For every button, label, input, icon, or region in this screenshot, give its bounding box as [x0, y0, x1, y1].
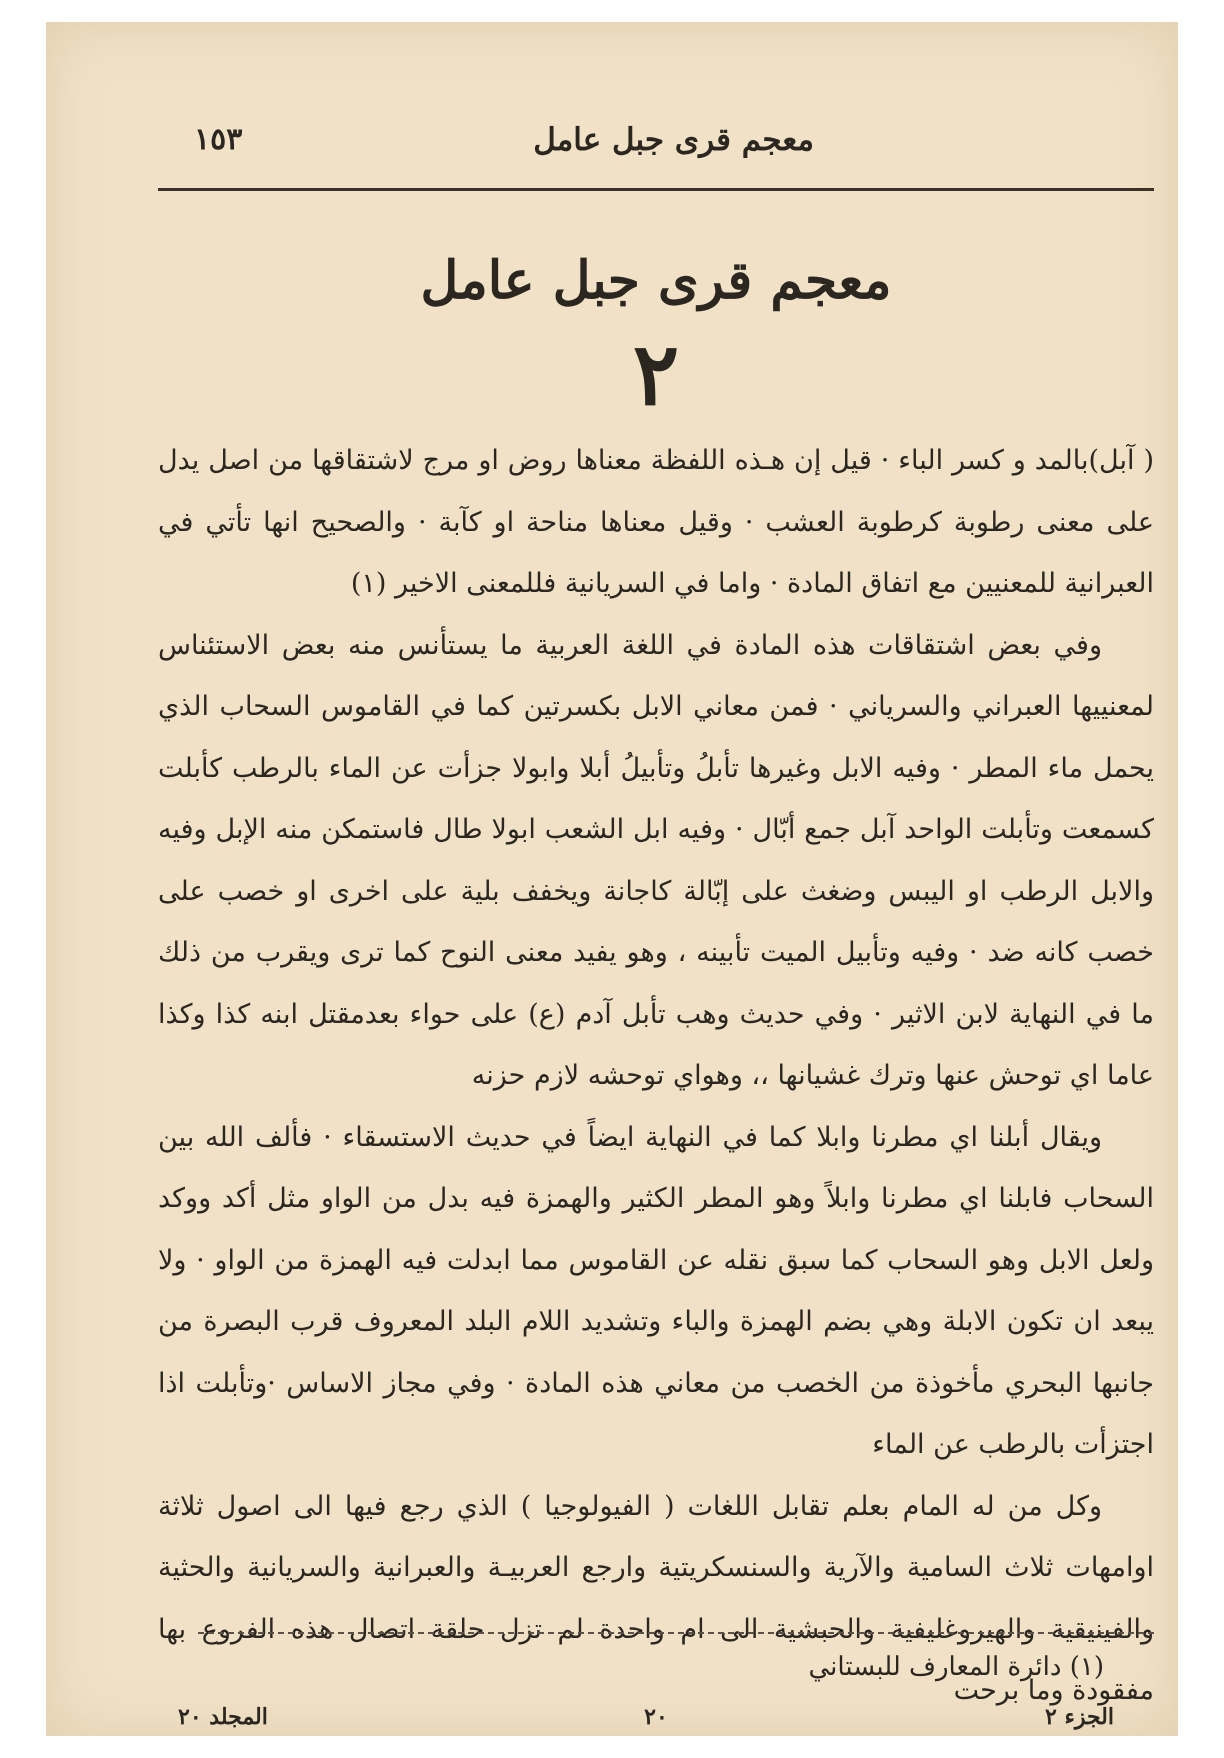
paragraph: وكل من له المام بعلم تقابل اللغات ( الفيولوجيا ) الذي رجع فيها الى اصول ثلاثة اوامهات ثلاث السامية والآرية والسنسكريتية وارجع العربيـة والعبرانية والسريانية والحثية والفينيقية والهيروغليفية والحبشية الى ام واحدة لم تزل حلقة اتصال هذه الفروع بها مفقودة وما برحت: [158, 1490, 1154, 1706]
footnote-text: دائرة المعارف للبستاني: [808, 1652, 1062, 1682]
article-title: معجم قرى جبل عامل: [420, 250, 892, 311]
page-footer: [158, 1704, 1154, 1740]
article-body: [158, 430, 1154, 1722]
page-content: [158, 112, 1154, 1732]
running-header: [158, 122, 1154, 172]
footer-part: الجزء ٢: [1045, 1704, 1114, 1730]
page-number: ١٥٣: [194, 122, 243, 157]
running-title: معجم قرى جبل عامل: [533, 122, 814, 158]
part-number: ٢: [632, 324, 680, 425]
paragraph: ( آبل)بالمد و كسر الباء · قيل إن هـذه اللفظة معناها روض او مرج لاشتقاقها من اصل يدل على معنى رطوبة كرطوبة العشب · وقيل معناها مناحة او كآبة · والصحيح انها تأتي في العبرانية للمعنيين مع اتفاق المادة · واما في السريانية فللمعنى الاخير (١): [158, 445, 1154, 599]
footer-signature: ٢٠: [644, 1704, 668, 1730]
book-page: [46, 22, 1178, 1736]
footnote-separator: [198, 1632, 1154, 1634]
header-rule: [158, 188, 1154, 191]
footnote-marker: (١): [1069, 1652, 1104, 1682]
footnote: [809, 1652, 1104, 1682]
paragraph: وفي بعض اشتقاقات هذه المادة في اللغة العربية ما يستأنس منه بعض الاستئناس لمعنييها العبراني والسرياني · فمن معاني الابل بكسرتين كما في القاموس السحاب الذي يحمل ماء المطر · وفيه الابل وغيرها تأبلُ وتأبيلُ أبلا وابولا جزأت عن الماء بالرطب كأبلت كسمعت وتأبلت الواحد آبل جمع أبّال · وفيه ابل الشعب ابولا طال فاستمكن منه الإبل وفيه والابل الرطب او اليبس وضغث على إبّالة كاجانة ويخفف بلية على اخرى او خصب على خصب كانه ضد · وفيه وتأبيل الميت تأبينه ، وهو يفيد معنى النوح كما ترى ويقرب من ذلك ما في النهاية لابن الاثير · وفي حديث وهب تأبل آدم (ع) على حواء بعدمقتل ابنه كذا وكذا عاما اي توحش عنها وترك غشيانها ،، وهواي توحشه لازم حزنه: [158, 629, 1154, 1091]
footer-volume: المجلد ٢٠: [178, 1704, 268, 1730]
paragraph: ويقال أبلنا اي مطرنا وابلا كما في النهاية ايضاً في حديث الاستسقاء · فألف الله بين السحاب فابلنا اي مطرنا وابلاً وهو المطر الكثير والهمزة فيه بدل من الواو مثل أكد ووكد ولعل الابل وهو السحاب كما سبق نقله عن القاموس مما ابدلت فيه الهمزة من الواو · ولا يبعد ان تكون الابلة وهي بضم الهمزة والباء وتشديد اللام البلد المعروف قرب البصرة من جانبها البحري مأخوذة من الخصب من معاني هذه المادة · وفي مجاز الاساس ·وتأبلت اذا اجتزأت بالرطب عن الماء: [158, 1121, 1154, 1460]
